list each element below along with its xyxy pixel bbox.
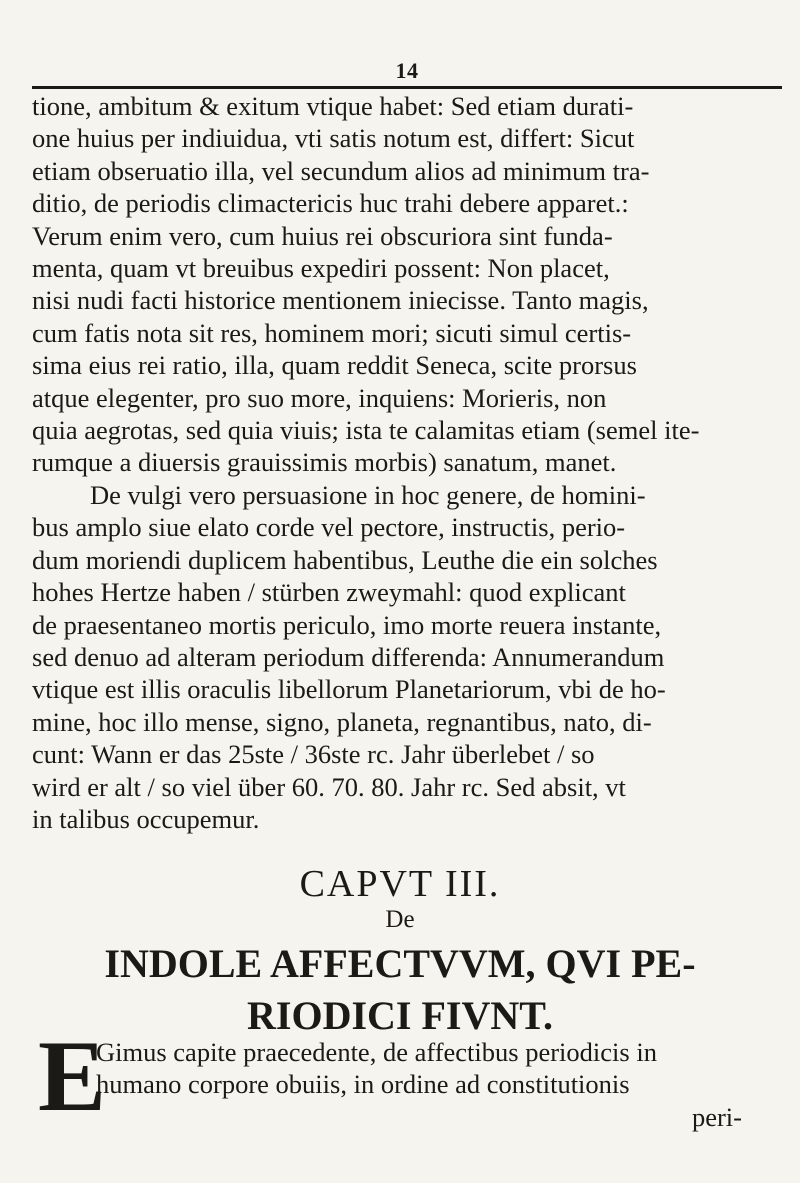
running-header (32, 58, 782, 89)
text-line: de praesentaneo mortis periculo, imo morte reuera instante, (32, 609, 662, 640)
text-line: cum fatis nota sit res, hominem mori; sicuti simul certis- (32, 317, 632, 348)
chapter-subtitle (0, 938, 800, 1042)
text-line: Gimus capite praecedente, de affectibus periodicis in (96, 1037, 657, 1067)
text-line: wird er alt / so viel über 60. 70. 80. Jahr rc. Sed absit, vt (32, 771, 626, 802)
chapter-title: CAPVT III. (299, 863, 501, 905)
text-line: one huius per indiuidua, vti satis notum est, differt: Sicut (32, 123, 635, 154)
text-line: vtique est illis oraculis libellorum Planetariorum, vbi de ho- (32, 674, 666, 705)
chapter-subtitle-line: RIODICI FIVNT. (247, 993, 553, 1038)
chapter-subtitle-line: INDOLE AFFECTVVM, QVI PE- (104, 941, 696, 986)
text-line: menta, quam vt breuibus expediri possent: Non placet, (32, 253, 610, 284)
text-line: nisi nudi facti historice mentionem iniecisse. Tanto magis, (32, 285, 649, 316)
text-line: hohes Hertze haben / stürben zweymahl: quod explicant (32, 577, 626, 608)
chapter-preposition: De (385, 906, 415, 933)
text-line: tione, ambitum & exitum vtique habet: Sed etiam durati- (32, 91, 634, 121)
text-line: quia aegrotas, sed quia viuis; ista te calamitas etiam (semel ite- (32, 415, 700, 446)
text-line: in talibus occupemur. (32, 803, 260, 834)
page-number: 14 (395, 58, 419, 83)
text-line: Verum enim vero, cum huius rei obscuriora sint funda- (32, 220, 613, 251)
body-text (32, 90, 784, 835)
text-line: De vulgi vero persuasione in hoc genere, de homini- (90, 479, 646, 510)
drop-cap: E (38, 1020, 107, 1133)
text-line: bus amplo siue elato corde vel pectore, instructis, perio- (32, 512, 626, 543)
text-line: sima eius rei ratio, illa, quam reddit Seneca, scite prorsus (32, 350, 637, 381)
text-line: etiam obseruatio illa, vel secundum alios ad minimum tra- (32, 155, 650, 186)
text-line: cunt: Wann er das 25ste / 36ste rc. Jahr überlebet / so (32, 739, 595, 770)
text-line: atque elegenter, pro suo more, inquiens: Morieris, non (32, 382, 607, 413)
text-line: rumque a diuersis grauissimis morbis) sanatum, manet. (32, 447, 617, 478)
text-line: dum moriendi duplicem habentibus, Leuthe die ein solches (32, 544, 658, 575)
catchword: peri- (691, 1101, 742, 1132)
opening-paragraph (32, 1020, 784, 1133)
text-line: mine, hoc illo mense, signo, planeta, regnantibus, nato, di- (32, 706, 652, 737)
text-line: ditio, de periodis climactericis huc trahi debere apparet.: (32, 188, 629, 219)
text-line: sed denuo ad alteram periodum differenda: Annumerandum (32, 641, 665, 672)
text-line: humano corpore obuiis, in ordine ad constitutionis (96, 1069, 630, 1100)
